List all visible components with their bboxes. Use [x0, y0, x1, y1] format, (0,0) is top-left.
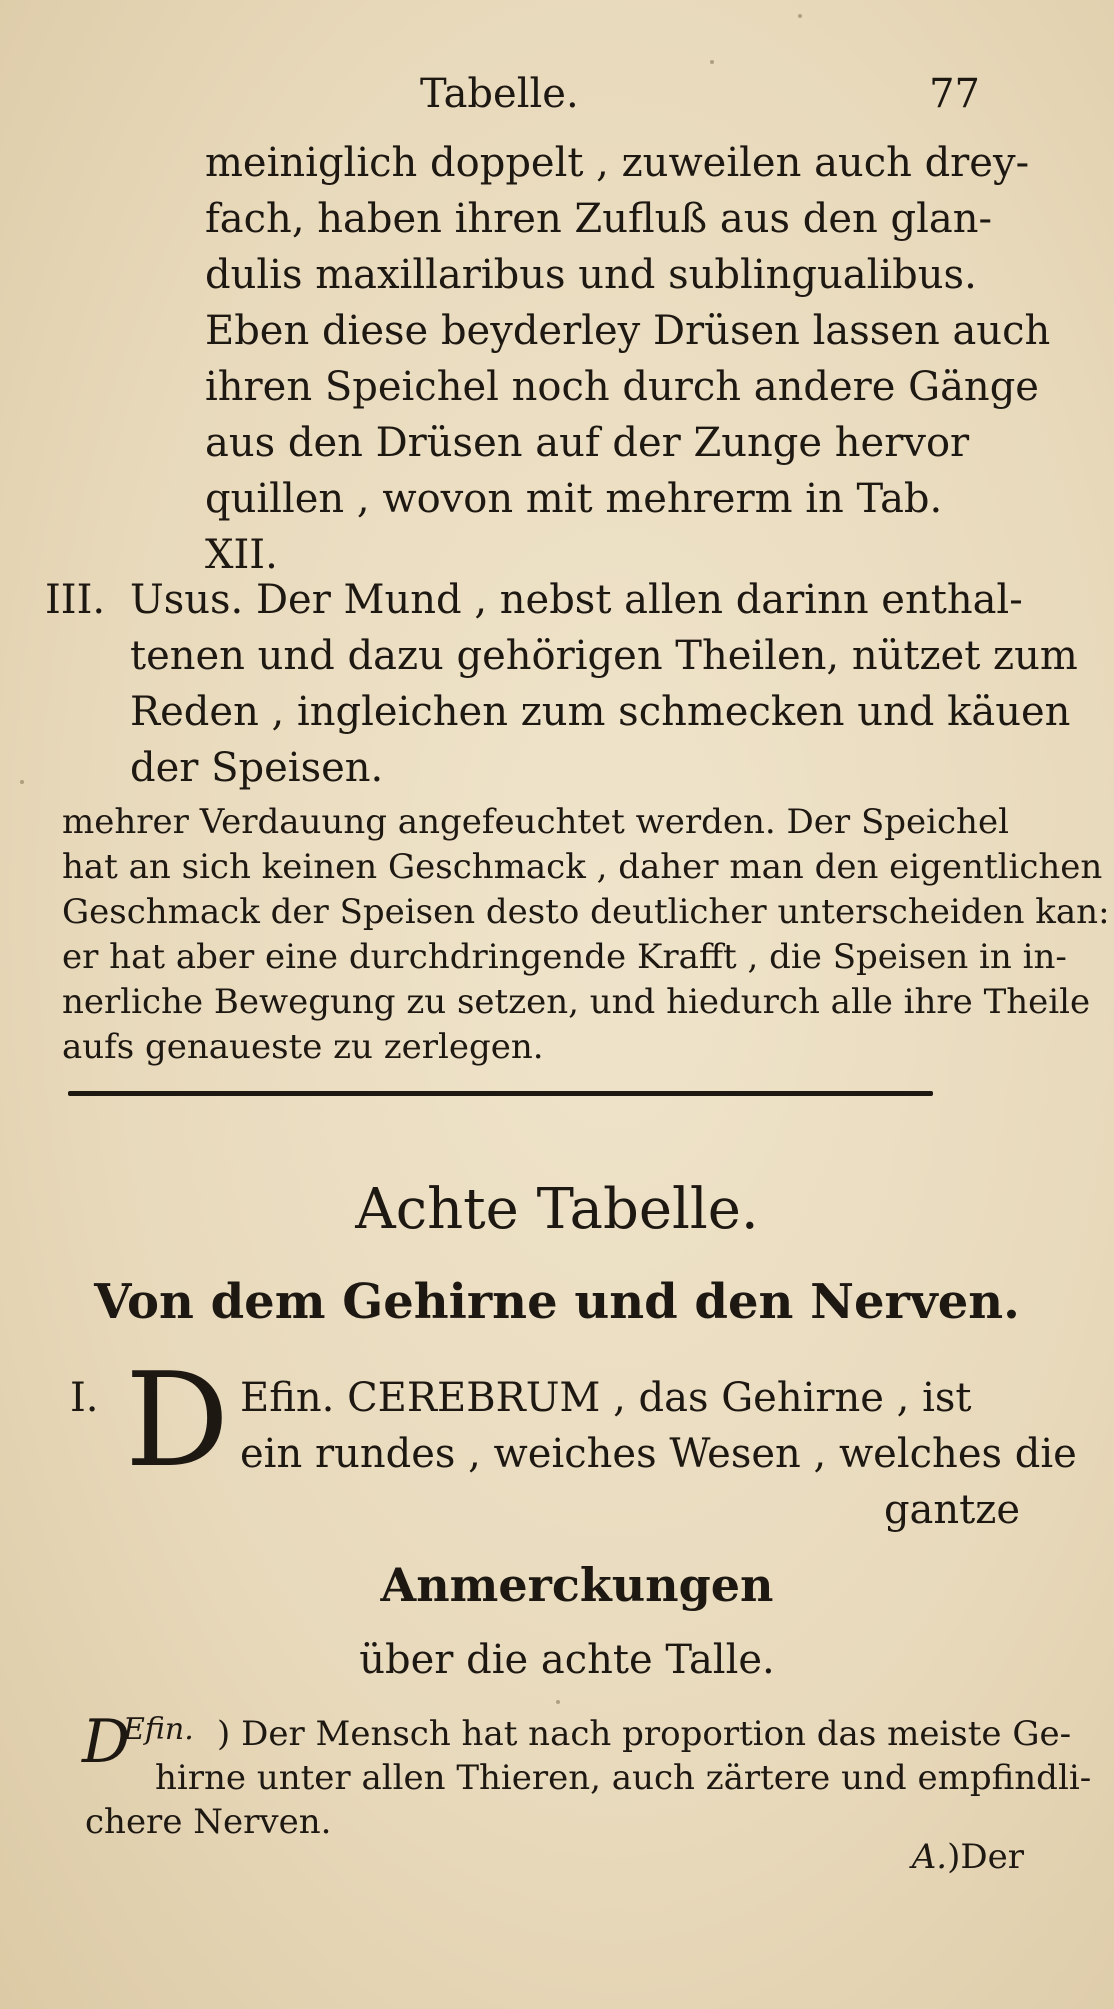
- section-subtitle: Von dem Gehirne und den Nerven.: [94, 1274, 1020, 1330]
- text-line: Efin. CEREBRUM , das Gehirne , ist: [240, 1375, 972, 1421]
- annotation-drop-cap: D: [82, 1707, 131, 1777]
- text-line: aus den Drüsen auf der Zunge hervor: [205, 420, 970, 466]
- text-line: dulis maxillaribus und sublingualibus.: [205, 252, 977, 298]
- text-line: Geschmack der Speisen desto deutlicher unterscheiden kan:: [62, 892, 1110, 932]
- drop-cap: D: [125, 1344, 230, 1496]
- annotation-paragraph: [85, 1712, 1092, 1844]
- text-line: mehrer Verdauung angefeuchtet werden. Der Speichel: [62, 802, 1009, 842]
- annotation-label: Efin.: [123, 1712, 194, 1747]
- catchword-text: )Der: [947, 1837, 1024, 1877]
- text-line: hirne unter allen Thieren, auch zärtere und empfindli-: [155, 1758, 1092, 1798]
- text-line: der Speisen.: [130, 745, 384, 791]
- text-line: ihren Speichel noch durch andere Gänge: [205, 364, 1039, 410]
- text-line: ein rundes , weiches Wesen , welches die: [240, 1431, 1077, 1477]
- footnote-paragraph: [62, 800, 1110, 1070]
- paper-speck: [798, 14, 802, 18]
- text-line: XII.: [205, 532, 278, 578]
- text-line: ) Der Mensch hat nach proportion das meiste Ge-: [217, 1714, 1072, 1754]
- text-line: tenen und dazu gehörigen Theilen, nützet zum: [130, 633, 1078, 679]
- text-line: Reden , ingleichen zum schmecken und käuen: [130, 689, 1071, 735]
- catchword-label: A.: [911, 1837, 948, 1877]
- text-line: er hat aber eine durchdringende Krafft , die Speisen in in-: [62, 937, 1067, 977]
- definition-number: I.: [70, 1375, 99, 1421]
- definition-paragraph: [240, 1370, 1077, 1538]
- text-line: quillen , wovon mit mehrerm in Tab.: [205, 476, 943, 522]
- text-line: hat an sich keinen Geschmack , daher man den eigentlichen: [62, 847, 1103, 887]
- text-line: nerliche Bewegung zu setzen, und hiedurch alle ihre Theile: [62, 982, 1091, 1022]
- text-line: chere Nerven.: [85, 1802, 332, 1842]
- text-line: meiniglich doppelt , zuweilen auch drey-: [205, 140, 1030, 186]
- annotations-subtitle: über die achte Talle.: [359, 1637, 775, 1683]
- annotations-title: Anmerckungen: [380, 1558, 774, 1612]
- section-divider: [68, 1091, 933, 1096]
- section-title: Achte Tabelle.: [355, 1177, 759, 1242]
- text-line: fach, haben ihren Zufluß aus den glan-: [205, 196, 992, 242]
- paper-speck: [556, 1700, 560, 1704]
- text-line: aufs genaueste zu zerlegen.: [62, 1027, 544, 1067]
- paper-speck: [710, 60, 714, 64]
- page-number: 77: [929, 71, 980, 117]
- usus-number: III.: [45, 577, 106, 623]
- paper-speck: [20, 780, 24, 784]
- text-line: gantze: [883, 1487, 1020, 1533]
- running-head-title: Tabelle.: [420, 71, 579, 117]
- usus-paragraph: [130, 572, 1078, 796]
- text-line: Eben diese beyderley Drüsen lassen auch: [205, 308, 1051, 354]
- catchword: [912, 1835, 1024, 1879]
- text-line: Usus. Der Mund , nebst allen darinn enthal-: [130, 577, 1023, 623]
- continuation-paragraph: [205, 135, 1051, 583]
